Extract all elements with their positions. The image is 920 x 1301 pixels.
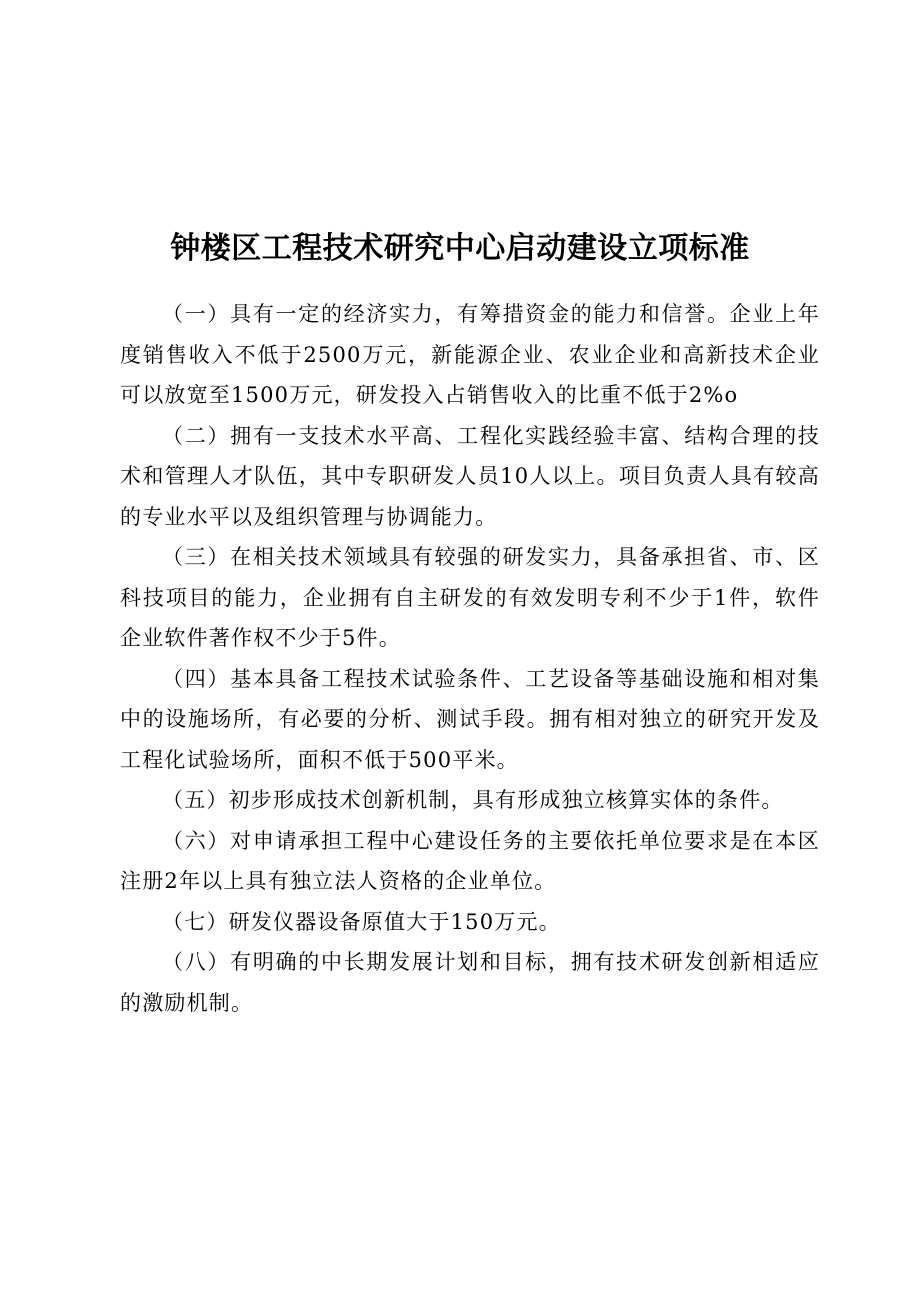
paragraph-3: （三）在相关技术领域具有较强的研发实力，具备承担省、市、区科技项目的能力，企业拥有自主研发的有效发明专利不少于1件，软件企业软件著作权不少于5件。 bbox=[120, 545, 820, 650]
paragraph-2: （二）拥有一支技术水平高、工程化实践经验丰富、结构合理的技术和管理人才队伍，其中专职研发人员10人以上。项目负责人具有较高的专业水平以及组织管理与协调能力。 bbox=[120, 423, 820, 529]
paragraph-4: （四）基本具备工程技术试验条件、工艺设备等基础设施和相对集中的设施场所，有必要的分析、测试手段。拥有相对独立的研究开发及工程化试验场所，面积不低于500平米。 bbox=[120, 666, 820, 772]
paragraph-5: （五）初步形成技术创新机制，具有形成独立核算实体的条件。 bbox=[162, 788, 784, 812]
paragraph-1: （一）具有一定的经济实力，有筹措资金的能力和信誉。企业上年度销售收入不低于2500万元，新能源企业、农业企业和高新技术企业可以放宽至1500万元，研发投入占销售收入的比重不低于2%o bbox=[120, 302, 820, 407]
document-title: 钟楼区工程技术研究中心启动建设立项标准 bbox=[170, 231, 750, 267]
paragraph-6: （六）对申请承担工程中心建设任务的主要依托单位要求是在本区注册2年以上具有独立法人资格的企业单位。 bbox=[120, 828, 820, 893]
paragraph-7: （七）研发仪器设备原值大于150万元。 bbox=[162, 909, 561, 934]
document-body bbox=[120, 294, 820, 1023]
paragraph-8: （八）有明确的中长期发展计划和目标，拥有技术研发创新相适应的激励机制。 bbox=[120, 950, 820, 1015]
